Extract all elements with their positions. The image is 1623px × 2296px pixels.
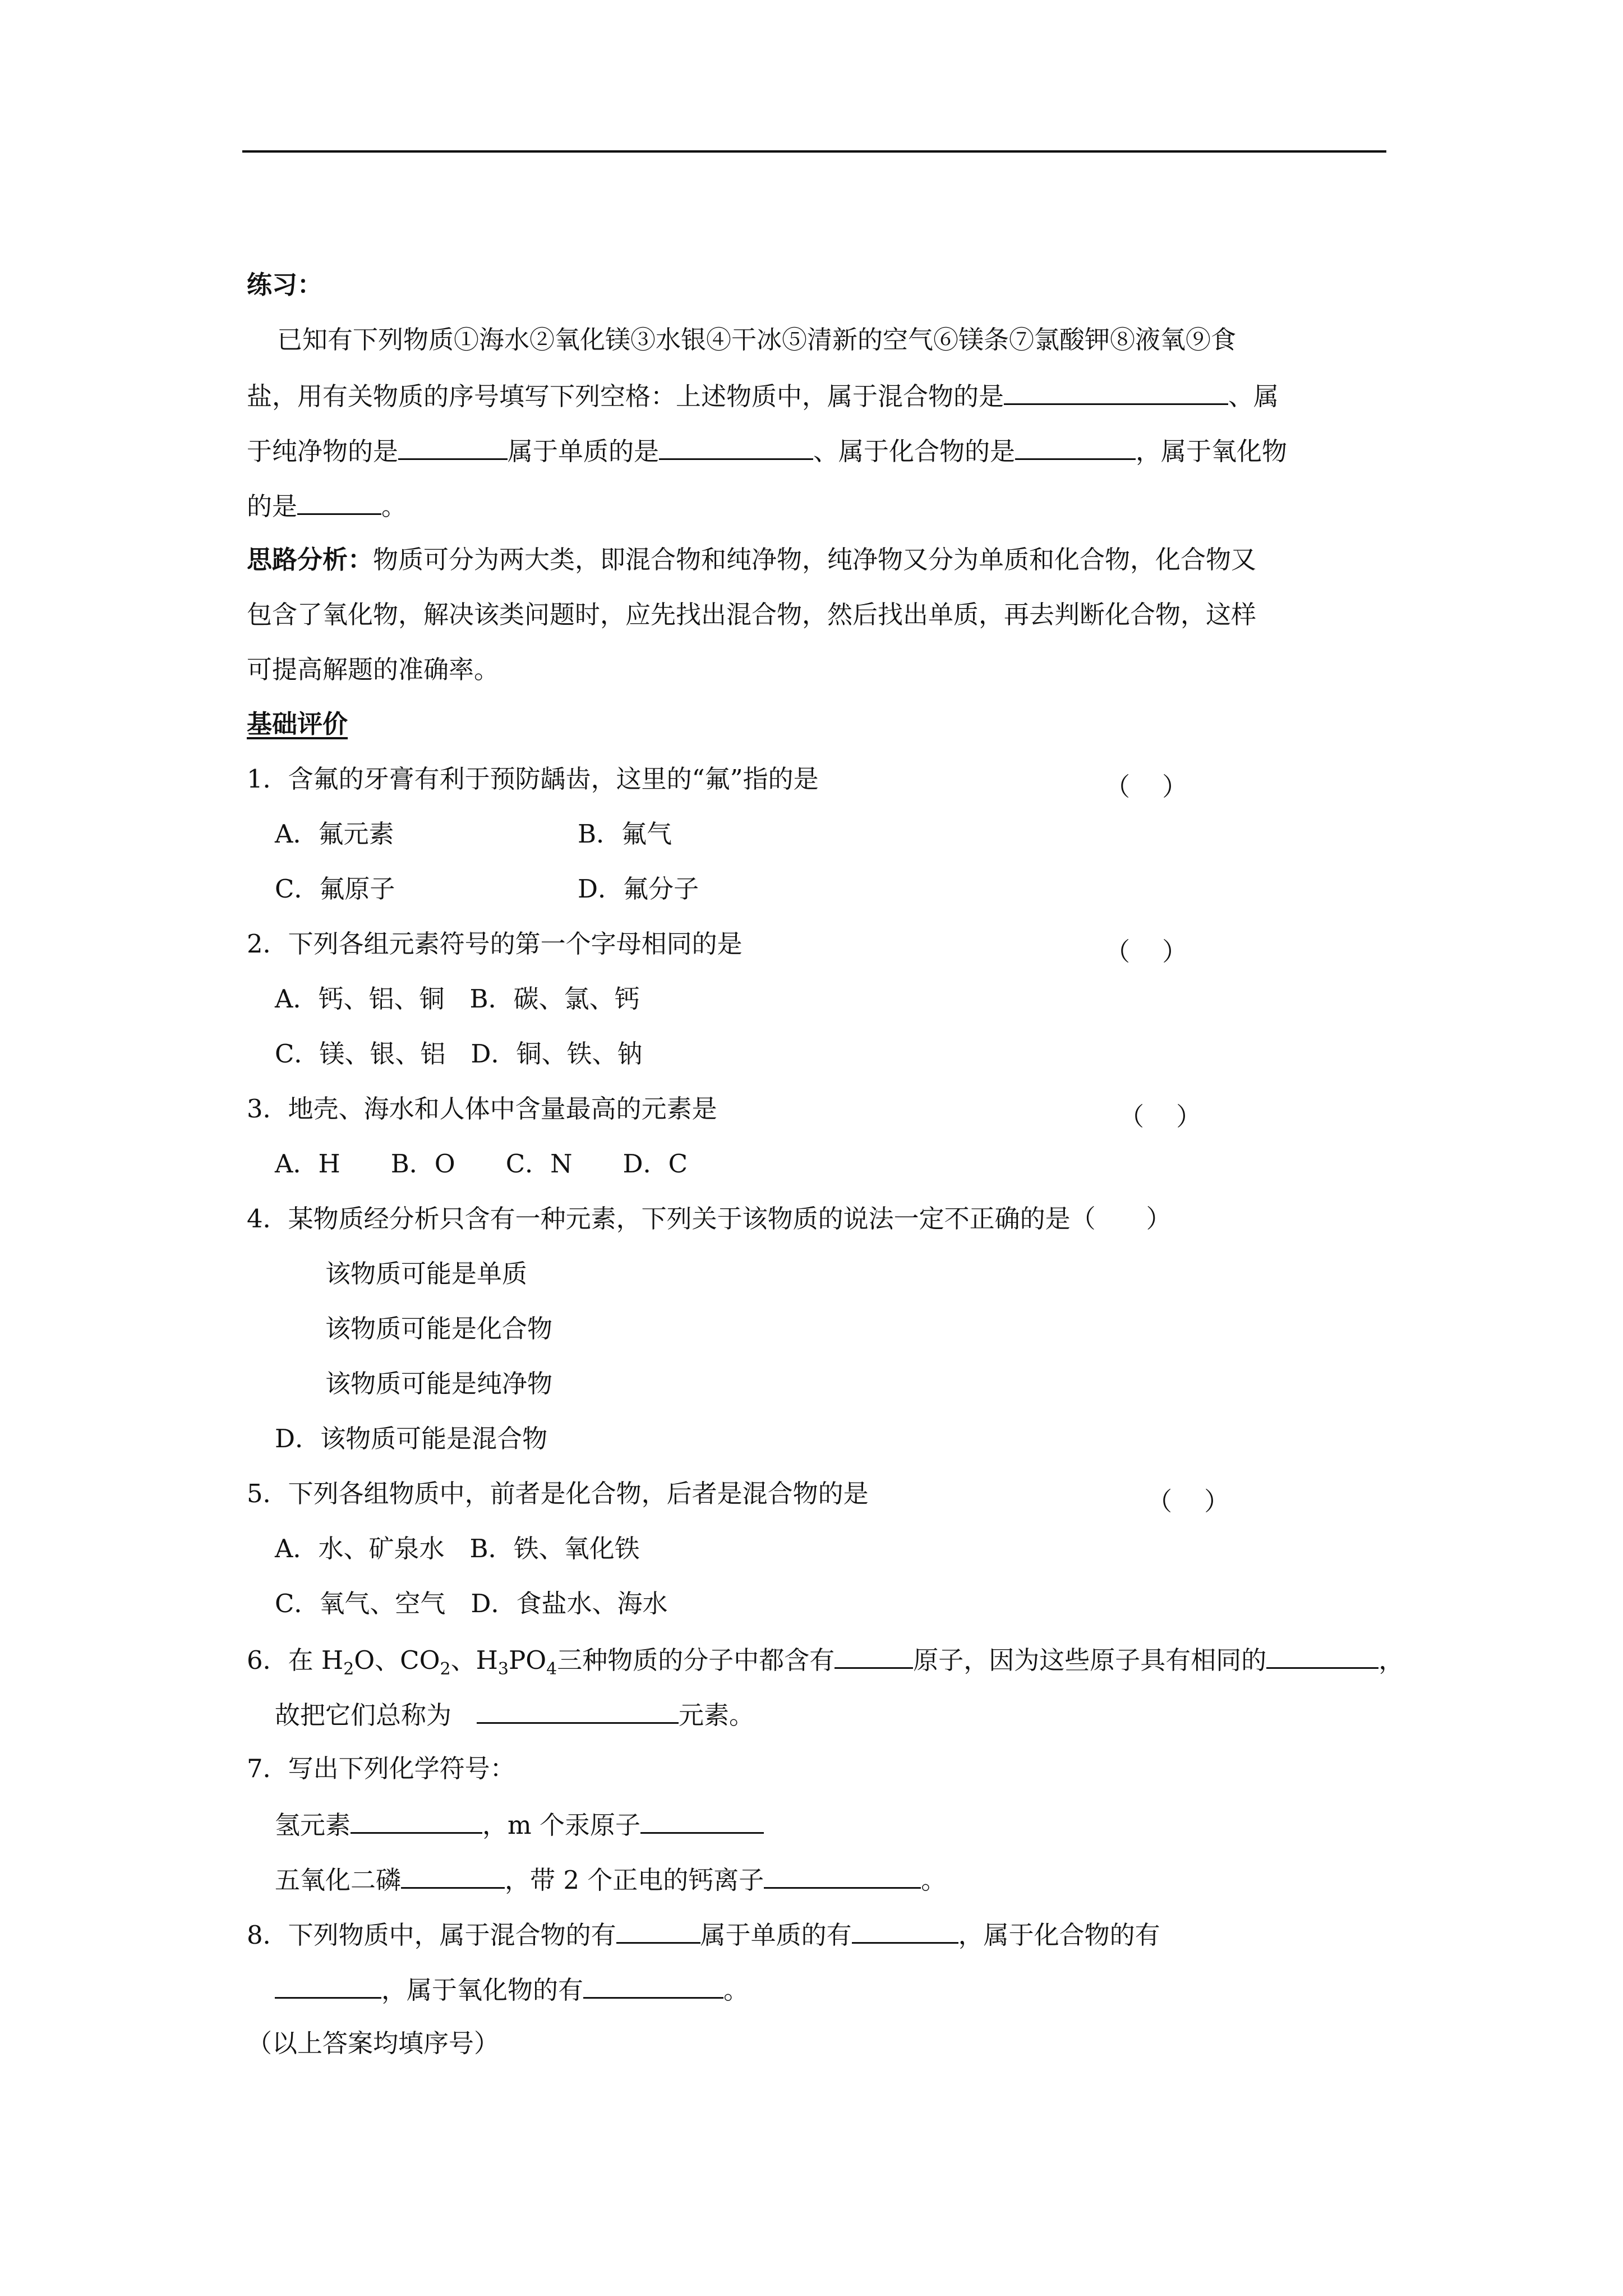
q6-text: ， (1378, 1645, 1404, 1675)
subscript: 4 (546, 1659, 557, 1679)
q7-stem: 7．写出下列化学符号： (247, 1754, 515, 1783)
answer-blank[interactable] (764, 1866, 921, 1889)
q8-note: （以上答案均填序号） (247, 2028, 500, 2058)
answer-blank[interactable] (297, 492, 381, 515)
subscript: 2 (343, 1659, 354, 1679)
answer-blank[interactable] (401, 1866, 505, 1889)
q3-options[interactable]: A．H B．O C．N D．C (275, 1149, 688, 1179)
analysis-line-2: 包含了氧化物，解决该类问题时，应先找出混合物，然后找出单质，再去判断化合物，这样 (247, 600, 1257, 629)
answer-blank[interactable] (640, 1811, 764, 1834)
analysis-line-3: 可提高解题的准确率。 (247, 655, 500, 684)
q8-line-1 (247, 1921, 1160, 1948)
q7-text: 氢元素 (275, 1810, 351, 1840)
answer-blank[interactable] (659, 437, 813, 460)
q1-stem: 1．含氟的牙膏有利于预防龋齿，这里的“氟”指的是 (247, 764, 819, 794)
question-text: 。 (381, 491, 407, 521)
answer-blank[interactable] (834, 1646, 913, 1669)
answer-bracket[interactable]: （ ） (1147, 1487, 1230, 1516)
answer-blank[interactable] (477, 1701, 679, 1724)
q6-text: 元素。 (679, 1700, 755, 1730)
answer-blank[interactable] (275, 1976, 381, 1999)
question-text: 已知有下列物质①海水②氧化镁③水银④干冰⑤清新的空气⑥镁条⑦氯酸钾⑧液氧⑨食 (277, 325, 1237, 355)
answer-blank[interactable] (1266, 1646, 1378, 1669)
q6-text: 、H (450, 1645, 498, 1675)
answer-blank[interactable] (583, 1976, 723, 1999)
q6-text: 6．在 H (247, 1645, 344, 1675)
question-text: 属于单质的是 (508, 436, 660, 466)
q6-line-2 (275, 1701, 754, 1728)
section-title: 基础评价 (247, 709, 348, 739)
q6-text: 三种物质的分子中都含有 (557, 1645, 835, 1675)
q6-text: 原子，因为这些原子具有相同的 (913, 1645, 1267, 1675)
q1-option-d[interactable]: D．氟分子 (578, 874, 699, 904)
q1-option-c[interactable]: C．氟原子 (275, 874, 395, 904)
q2-stem: 2．下列各组元素符号的第一个字母相同的是 (247, 929, 743, 959)
answer-blank[interactable] (852, 1921, 958, 1944)
q6-text: 故把它们总称为 (275, 1700, 452, 1730)
q3-stem: 3．地壳、海水和人体中含量最高的元素是 (247, 1094, 717, 1124)
answer-bracket[interactable]: （ ） (1105, 937, 1188, 967)
subscript: 2 (440, 1659, 451, 1679)
answer-bracket[interactable]: （ ） (1119, 1102, 1202, 1131)
q6-line-1 (247, 1645, 1404, 1679)
q5-stem: 5．下列各组物质中，前者是化合物，后者是混合物的是 (247, 1479, 869, 1508)
answer-blank[interactable] (351, 1811, 482, 1834)
q8-text: 。 (723, 1975, 749, 2005)
q8-text: ，属于氧化物的有 (381, 1975, 584, 2005)
q6-text: PO (508, 1645, 547, 1675)
q7-text: ，带 2 个正电的钙离子 (505, 1865, 764, 1895)
q4-option-d[interactable]: D．该物质可能是混合物 (275, 1424, 548, 1453)
answer-blank[interactable] (616, 1921, 700, 1944)
question-line-2 (247, 382, 1279, 409)
question-text: 的是 (247, 491, 298, 521)
q8-text: 8．下列物质中，属于混合物的有 (247, 1920, 616, 1950)
question-line-3 (247, 437, 1287, 464)
subscript: 3 (497, 1659, 509, 1679)
q4-option-c[interactable]: 该物质可能是纯净物 (325, 1369, 553, 1398)
q4-stem: 4．某物质经分析只含有一种元素，下列关于该物质的说法一定不正确的是（ ） (247, 1204, 1172, 1234)
q5-options-ab[interactable]: A．水、矿泉水 B．铁、氧化铁 (275, 1534, 640, 1563)
answer-blank[interactable] (1004, 382, 1228, 405)
question-text: 、属 (1228, 381, 1279, 411)
q2-options-cd[interactable]: C．镁、银、铝 D．铜、铁、钠 (275, 1039, 643, 1069)
analysis-line-1: 思路分析：物质可分为两大类，即混合物和纯净物，纯净物又分为单质和化合物，化合物又 (247, 545, 1257, 574)
q2-options-ab[interactable]: A．钙、铝、铜 B．碳、氯、钙 (275, 984, 640, 1014)
q7-text: ，m 个汞原子 (482, 1810, 640, 1840)
q7-line-1 (275, 1811, 764, 1838)
q1-option-b[interactable]: B．氟气 (578, 819, 672, 849)
answer-blank[interactable] (1015, 437, 1136, 460)
q7-text: 五氧化二磷 (275, 1865, 402, 1895)
practice-title: 练习： (247, 270, 323, 300)
question-text: 、属于化合物的是 (813, 436, 1016, 466)
q7-text: 。 (921, 1865, 947, 1895)
q4-option-a[interactable]: 该物质可能是单质 (325, 1259, 528, 1289)
q1-option-a[interactable]: A．氟元素 (275, 819, 394, 849)
question-line-4 (247, 492, 407, 519)
q8-text: 属于单质的有 (700, 1920, 852, 1950)
q5-options-cd[interactable]: C．氧气、空气 D．食盐水、海水 (275, 1589, 668, 1618)
q6-text: O、CO (354, 1645, 440, 1675)
analysis-label: 思路分析 (247, 545, 348, 574)
answer-blank[interactable] (398, 437, 508, 460)
q7-line-2 (275, 1866, 946, 1893)
question-text: 于纯净物的是 (247, 436, 399, 466)
q8-text: ，属于化合物的有 (958, 1920, 1160, 1950)
header-rule (242, 150, 1386, 153)
question-text: ，属于氧化物 (1136, 436, 1288, 466)
question-line-1 (277, 325, 1237, 355)
analysis-text: 物质可分为两大类，即混合物和纯净物，纯净物又分为单质和化合物，化合物又 (373, 545, 1257, 574)
q4-option-b[interactable]: 该物质可能是化合物 (325, 1314, 553, 1343)
q8-line-2 (275, 1976, 749, 2003)
answer-bracket[interactable]: （ ） (1105, 772, 1188, 802)
question-text: 盐，用有关物质的序号填写下列空格：上述物质中，属于混合物的是 (247, 381, 1004, 411)
